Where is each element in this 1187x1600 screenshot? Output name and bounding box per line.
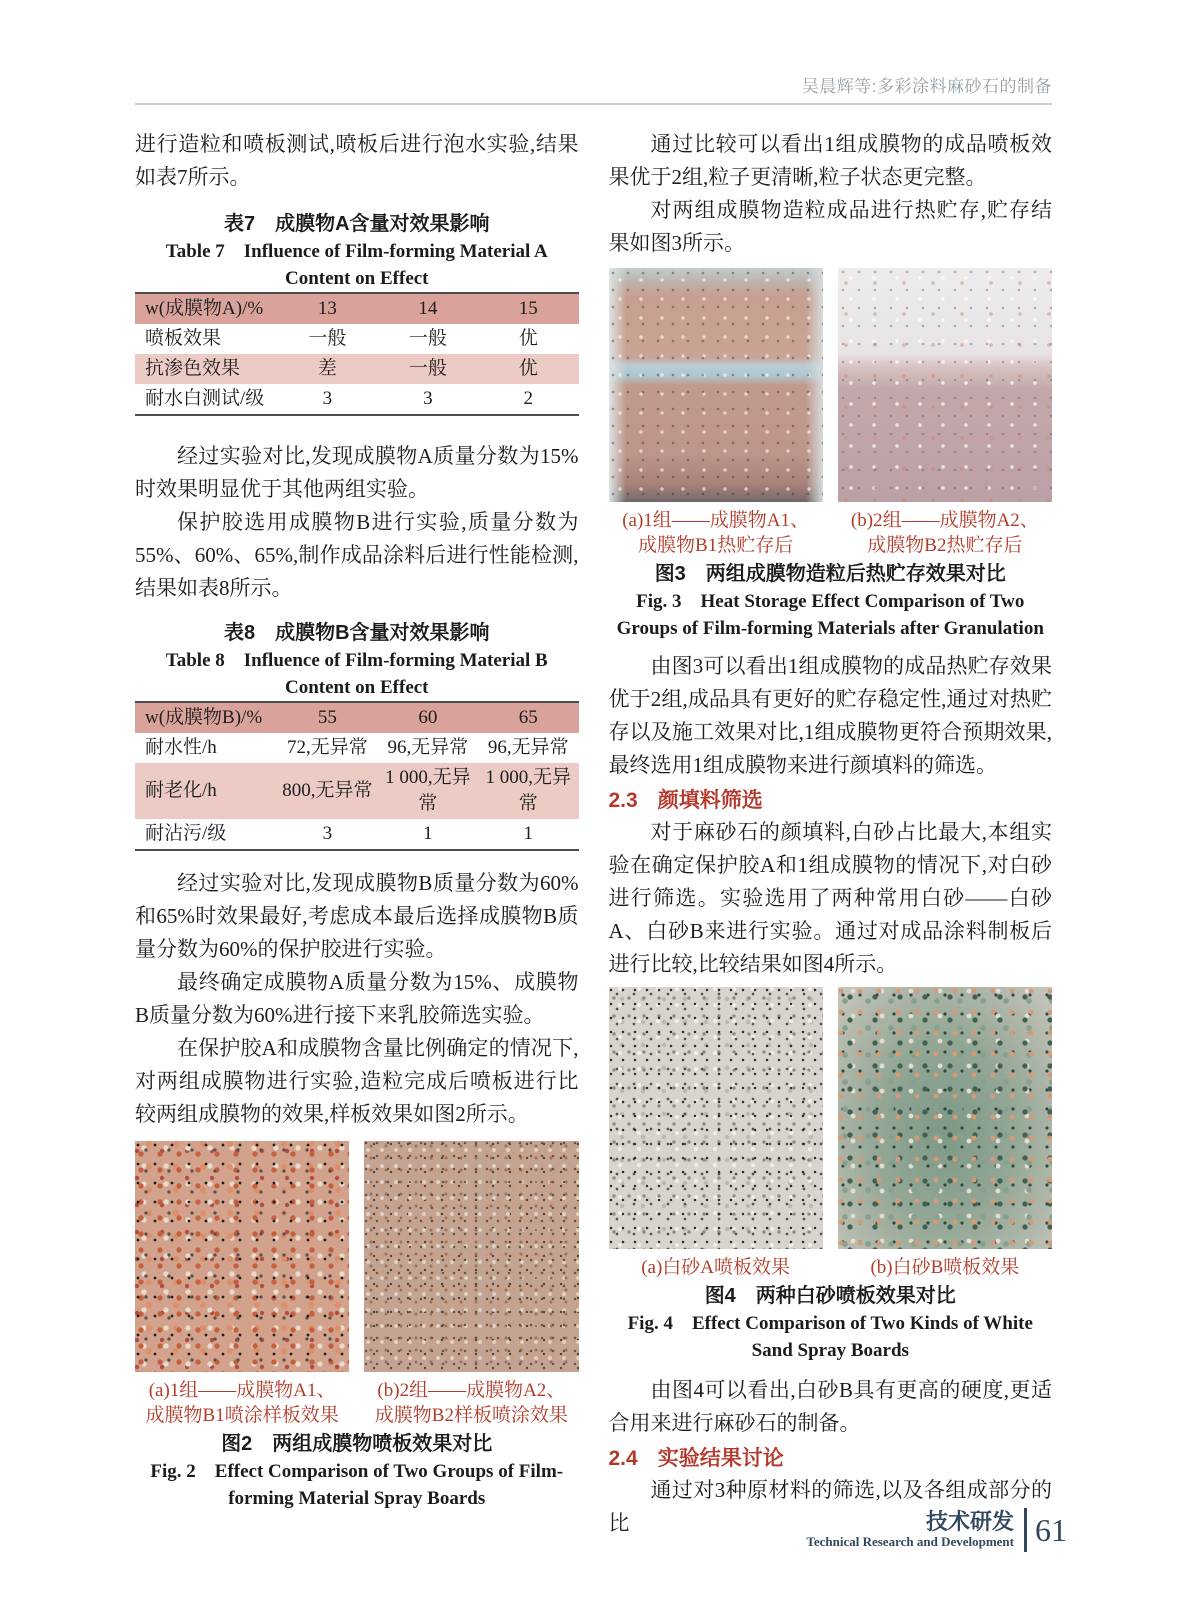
table7-header-row: [135, 293, 579, 324]
table8-caption-cn: 表8 成膜物B含量对效果影响: [223, 622, 490, 644]
paragraph: 对两组成膜物造粒成品进行热贮存,贮存结果如图3所示。: [608, 198, 1052, 255]
section-number: 2.4: [608, 1447, 638, 1470]
table-cell: 800,无异常: [282, 780, 373, 801]
paragraph: 最终确定成膜物A质量分数为15%、成膜物B质量分数为60%进行接下来乳胶筛选实验。: [135, 970, 579, 1027]
figure4-title: [609, 1282, 1053, 1364]
figure2-photos: [135, 1141, 579, 1372]
footer-divider: [1024, 1508, 1027, 1552]
table-cell: 1 000,无异常: [385, 767, 471, 814]
paragraph: 经过实验对比,发现成膜物A质量分数为15%时效果明显优于其他两组实验。: [135, 444, 579, 501]
table-cell: 优: [518, 328, 538, 349]
figure4-subcaption-b: (b)白砂B喷板效果: [870, 1257, 1020, 1278]
table-cell: 3: [322, 388, 333, 409]
table-cell: w(成膜物B)/%: [145, 707, 263, 728]
left-column: [135, 128, 579, 1540]
figure2-title: [135, 1430, 579, 1512]
section-number: 2.3: [608, 789, 638, 812]
right-column: [609, 128, 1053, 1540]
table7-row: [135, 354, 579, 384]
paragraph: 通过比较可以看出1组成膜物的成品喷板效果优于2组,粒子更清晰,粒子状态更完整。: [608, 132, 1052, 189]
table-cell: 一般: [408, 328, 447, 349]
paragraph: 经过实验对比,发现成膜物B质量分数为60%和65%时效果最好,考虑成本最后选择成膜物B质量分数为60%的保护胶进行实验。: [135, 871, 579, 961]
table7-caption-cn: 表7 成膜物A含量对效果影响: [223, 213, 490, 235]
table-cell: 96,无异常: [387, 737, 469, 758]
table8-header-row: [135, 702, 579, 733]
table-cell: 96,无异常: [487, 737, 569, 758]
figure4-photo-b: [838, 987, 1052, 1249]
section-heading-2-4: [609, 1444, 1053, 1474]
table-cell: 2: [523, 388, 534, 409]
figure3-title: [609, 560, 1053, 642]
page-number: 61: [1035, 1512, 1067, 1548]
table-cell: 抗渗色效果: [145, 358, 241, 379]
figure4-title-cn: 图4 两种白砂喷板效果对比: [704, 1285, 956, 1307]
figure4-photo-a: [609, 987, 823, 1249]
table-cell: 15: [518, 298, 538, 319]
figure3-title-cn: 图3 两组成膜物造粒后热贮存效果对比: [654, 563, 1006, 585]
table-cell: 耐水性/h: [145, 737, 217, 758]
table7-caption-en: Table 7 Influence of Film-forming Material A Content on Effect: [165, 241, 548, 289]
table8-row: [135, 819, 579, 850]
figure4-subcaptions: [609, 1255, 1053, 1280]
table-cell: 60: [418, 707, 438, 728]
section-title: 实验结果讨论: [657, 1447, 784, 1470]
figure2-subcaptions: [135, 1378, 579, 1428]
table-cell: 耐沾污/级: [145, 823, 227, 844]
table7-caption: [135, 210, 579, 292]
table-cell: 1 000,无异常: [485, 767, 572, 814]
table8-caption-en: Table 8 Influence of Film-forming Material B Content on Effect: [165, 650, 548, 698]
table-cell: 一般: [408, 358, 447, 379]
figure4-subcaption-a: (a)白砂A喷板效果: [641, 1257, 791, 1278]
table-cell: 1: [423, 823, 433, 844]
figure2-subcaption-b: (b)2组——成膜物A2、 成膜物B2样板喷涂效果: [374, 1380, 568, 1426]
table-cell: 优: [518, 358, 538, 379]
table-cell: 一般: [308, 328, 347, 349]
figure3-photos: [609, 268, 1053, 502]
table8: [135, 701, 579, 851]
table-cell: 3: [322, 823, 333, 844]
paragraph: 在保护胶A和成膜物含量比例确定的情况下,对两组成膜物进行实验,造粒完成后喷板进行比较两组成膜物的效果,样板效果如图2所示。: [135, 1036, 579, 1126]
section-heading-2-3: [609, 786, 1053, 816]
table-cell: w(成膜物A)/%: [145, 298, 264, 319]
figure3-subcaption-b: (b)2组——成膜物A2、 成膜物B2热贮存后: [850, 510, 1039, 556]
table7-row: [135, 324, 579, 354]
table-cell: 13: [317, 298, 337, 319]
table-cell: 55: [317, 707, 337, 728]
paragraph: 通过对3种原材料的筛选,以及各组成部分的比: [608, 1478, 1052, 1535]
paragraph: 保护胶选用成膜物B进行实验,质量分数为55%、60%、65%,制作成品涂料后进行性能检测,结果如表8所示。: [135, 510, 579, 600]
figure2-subcaption-a: (a)1组——成膜物A1、 成膜物B1喷涂样板效果: [145, 1380, 339, 1426]
table-cell: 耐老化/h: [145, 780, 217, 801]
paragraph: 由图4可以看出,白砂B具有更高的硬度,更适合用来进行麻砂石的制备。: [608, 1378, 1052, 1435]
table-cell: 14: [418, 298, 438, 319]
figure3-title-en: Fig. 3 Heat Storage Effect Comparison of Two Groups of Film-forming Materials after Granulation: [616, 591, 1044, 639]
page-columns: [135, 128, 1052, 1540]
footer-section: [806, 1510, 1014, 1550]
table-cell: 72,无异常: [287, 737, 368, 758]
table-cell: 3: [423, 388, 433, 409]
table-cell: 喷板效果: [145, 328, 222, 349]
footer-section-cn: 技术研发: [925, 1509, 1014, 1534]
figure3-photo-b: [838, 268, 1052, 502]
figure2-photo-b: [364, 1141, 578, 1372]
paragraph-intro: 进行造粒和喷板测试,喷板后进行泡水实验,结果如表7所示。: [135, 132, 579, 189]
table-cell: 耐水白测试/级: [145, 388, 265, 409]
figure4-title-en: Fig. 4 Effect Comparison of Two Kinds of White Sand Spray Boards: [627, 1313, 1033, 1361]
table-cell: 1: [523, 823, 534, 844]
table8-row: [135, 733, 579, 763]
figure2-photo-a: [135, 1141, 349, 1372]
table8-row: [135, 763, 579, 819]
figure4-photos: [609, 987, 1053, 1249]
paragraph: 对于麻砂石的颜填料,白砂占比最大,本组实验在确定保护胶A和1组成膜物的情况下,对白砂进行筛选。实验选用了两种常用白砂——白砂A、白砂B来进行实验。通过对成品涂料制板后进行比较,比较结果如图4所示。: [608, 820, 1052, 976]
footer-section-en: Technical Research and Development: [806, 1534, 1014, 1549]
table8-caption: [135, 619, 579, 701]
header-rule: [135, 103, 1052, 105]
table7: [135, 292, 579, 416]
table-cell: 65: [518, 707, 538, 728]
figure3-photo-a: [609, 268, 823, 502]
figure2-title-en: Fig. 2 Effect Comparison of Two Groups of Film-forming Material Spray Boards: [150, 1461, 564, 1509]
table7-row: [135, 384, 579, 415]
paragraph: 由图3可以看出1组成膜物的成品热贮存效果优于2组,成品具有更好的贮存稳定性,通过对热贮存以及施工效果对比,1组成膜物更符合预期效果,最终选用1组成膜物来进行颜填料的筛选。: [608, 654, 1052, 777]
figure3-subcaptions: [609, 508, 1053, 558]
page-footer: [806, 1508, 1067, 1552]
running-title: 吴晨辉等:多彩涂料麻砂石的制备: [801, 77, 1052, 96]
figure3-subcaption-a: (a)1组——成膜物A1、 成膜物B1热贮存后: [622, 510, 810, 556]
section-title: 颜填料筛选: [657, 789, 763, 812]
table-cell: 差: [317, 358, 337, 379]
figure2-title-cn: 图2 两组成膜物喷板效果对比: [221, 1433, 493, 1455]
